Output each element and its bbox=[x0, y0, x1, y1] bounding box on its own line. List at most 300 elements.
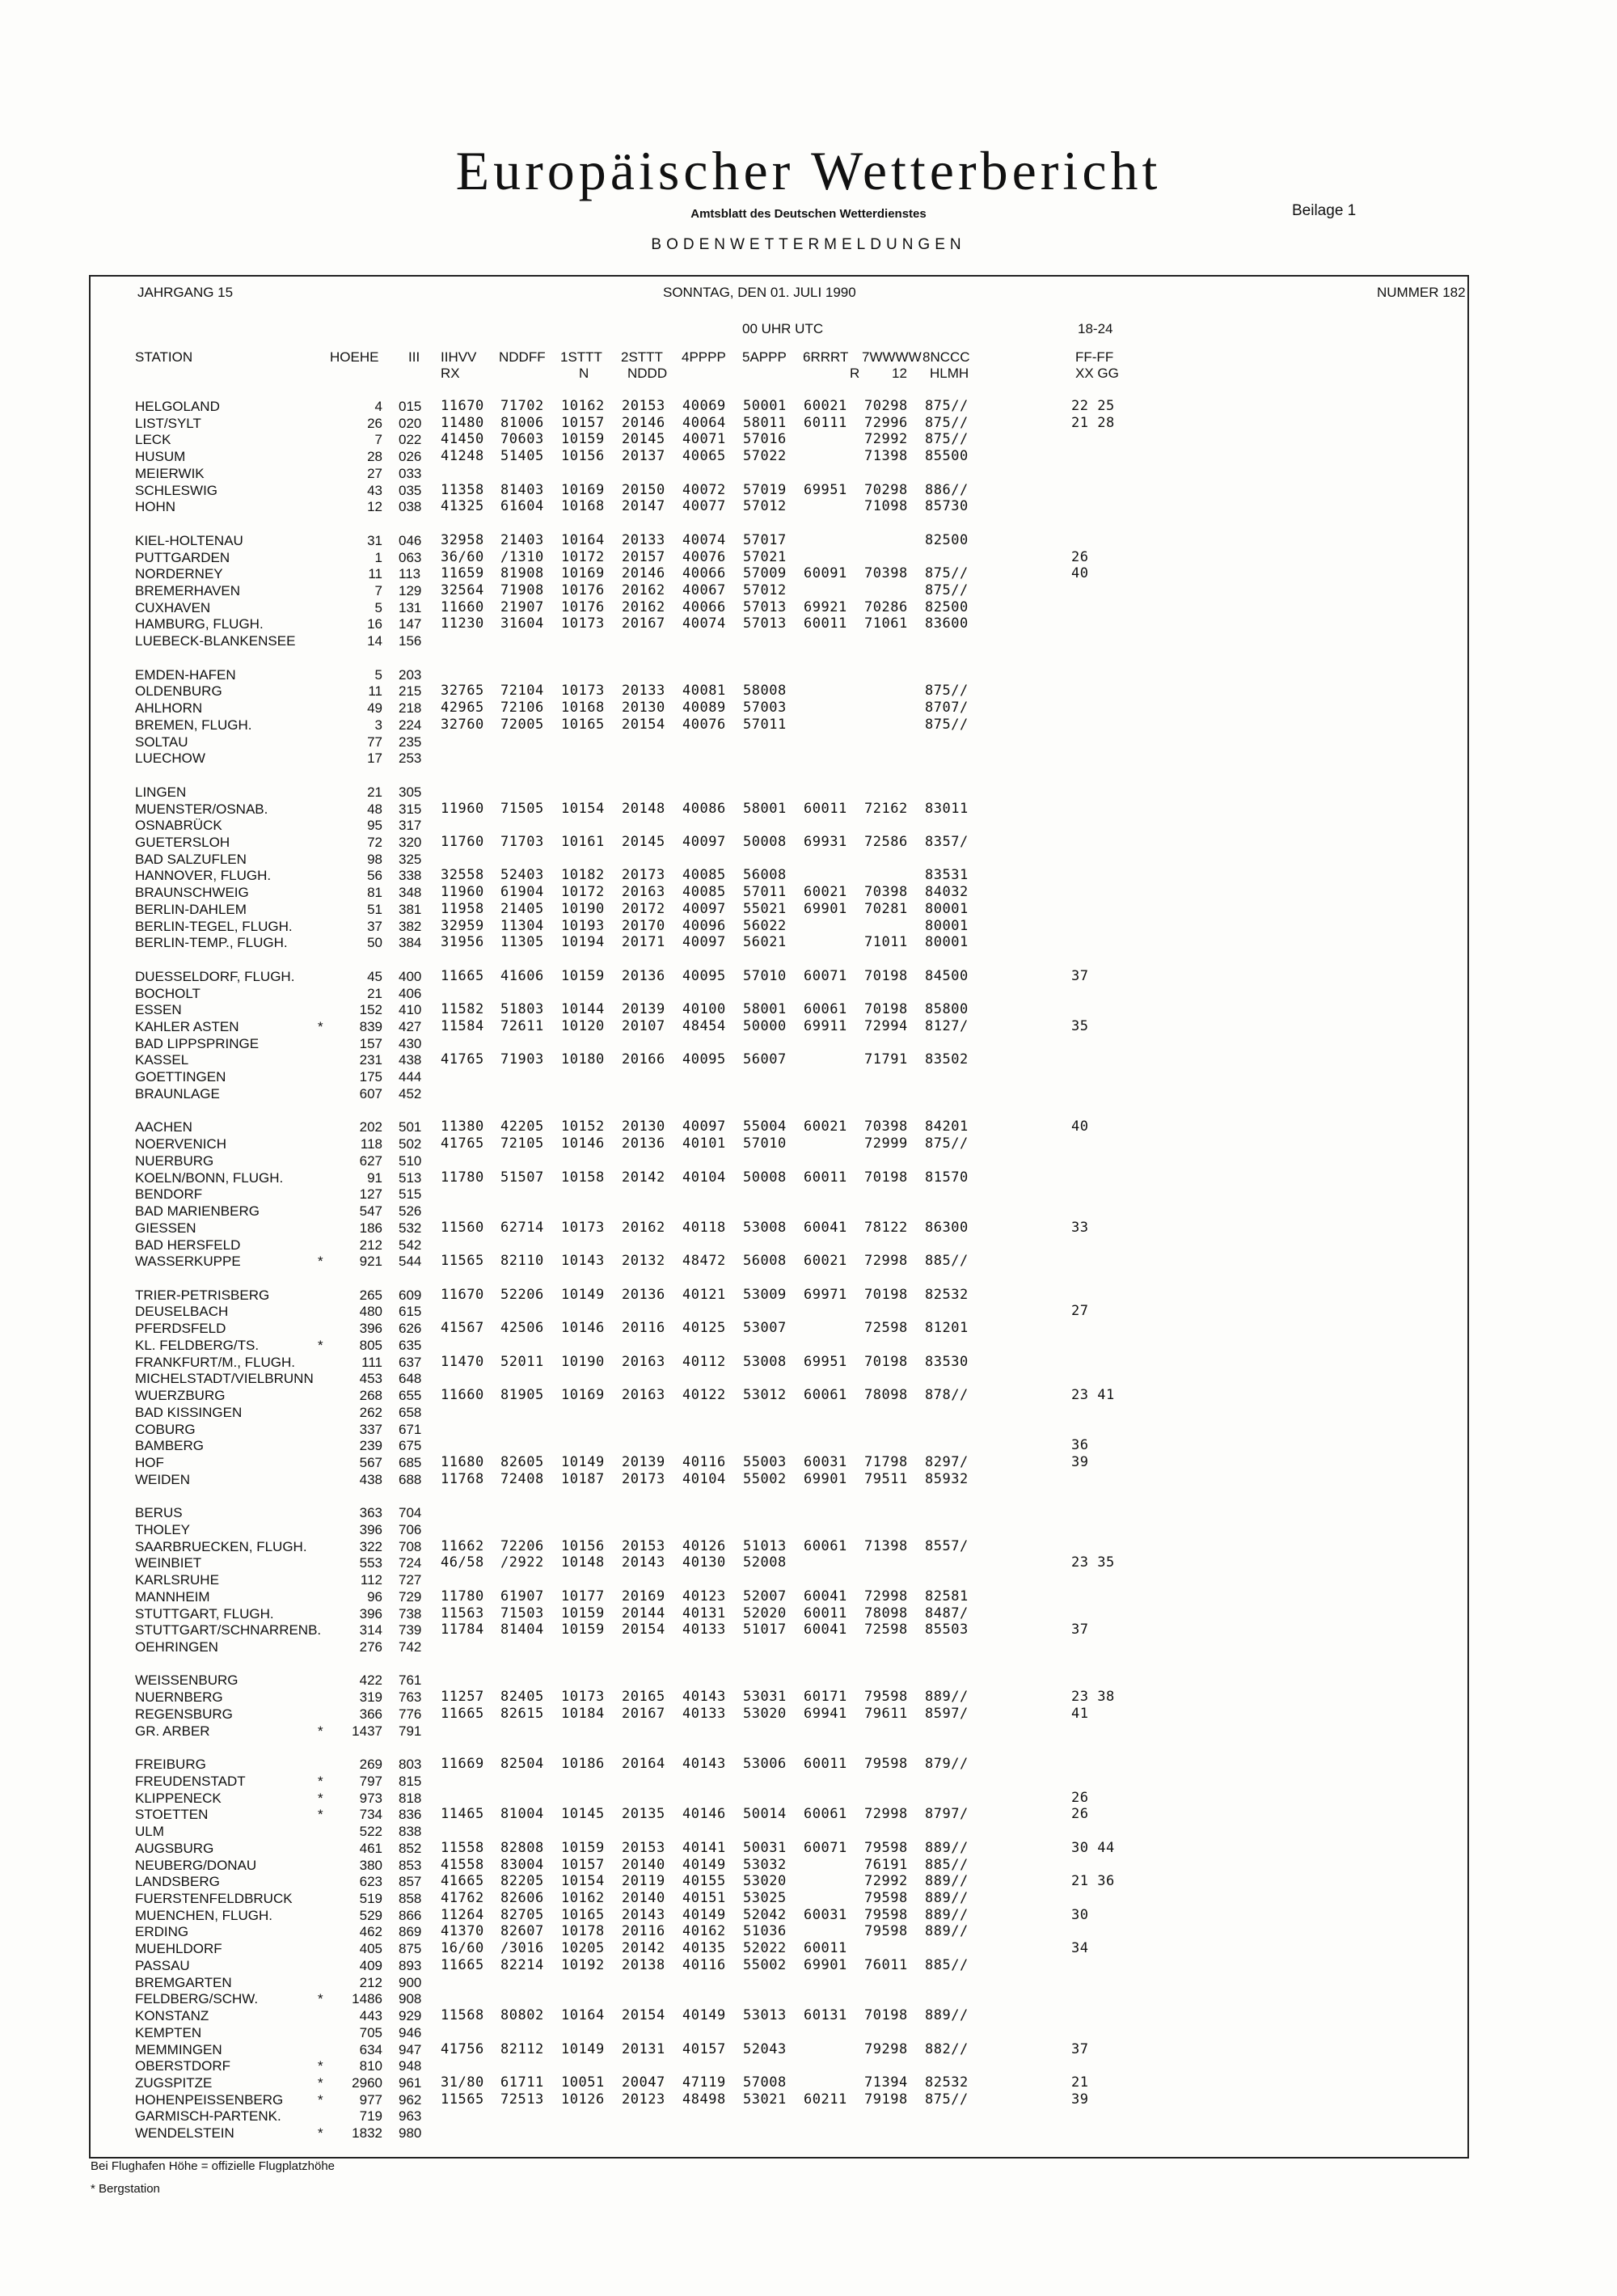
table-cell: 83600 bbox=[925, 615, 969, 632]
table-cell: 40077 bbox=[682, 498, 726, 515]
table-cell: 10159 bbox=[561, 1839, 605, 1856]
table-cell: 11470 bbox=[441, 1353, 484, 1370]
table-cell: * bbox=[318, 1807, 323, 1823]
station-name: NORDERNEY bbox=[135, 566, 223, 582]
table-cell: 40146 bbox=[682, 1806, 726, 1823]
station-name: BENDORF bbox=[135, 1186, 203, 1203]
table-cell: 738 bbox=[399, 1605, 422, 1622]
table-cell: 406 bbox=[399, 985, 422, 1001]
table-cell: 34 bbox=[1071, 1940, 1089, 1957]
table-cell: 57009 bbox=[743, 565, 787, 582]
table-cell: 70286 bbox=[864, 598, 908, 615]
table-cell: 20139 bbox=[622, 1453, 665, 1470]
table-cell: 11780 bbox=[441, 1169, 484, 1186]
table-cell: 21907 bbox=[500, 598, 544, 615]
table-row bbox=[0, 1152, 1617, 1169]
table-cell: 81404 bbox=[500, 1622, 544, 1638]
table-cell: 79598 bbox=[864, 1889, 908, 1906]
station-name: GOETTINGEN bbox=[135, 1069, 226, 1085]
table-cell: 16 bbox=[367, 616, 382, 632]
table-cell: 705 bbox=[359, 2024, 382, 2040]
table-cell: 40104 bbox=[682, 1470, 726, 1487]
table-cell: 11670 bbox=[441, 398, 484, 414]
station-name: STUTTGART, FLUGH. bbox=[135, 1605, 274, 1622]
footnote-airport: Bei Flughafen Höhe = offizielle Flugplatzhöhe bbox=[91, 2159, 336, 2173]
table-row bbox=[0, 1085, 1617, 1102]
table-cell: 127 bbox=[359, 1186, 382, 1203]
col-c8-line1: 7WWWW bbox=[862, 349, 922, 365]
table-cell: 40100 bbox=[682, 1001, 726, 1018]
table-row bbox=[0, 1354, 1617, 1371]
table-cell: 52007 bbox=[743, 1588, 787, 1605]
table-row bbox=[0, 431, 1617, 448]
table-row bbox=[0, 1622, 1617, 1638]
table-row bbox=[0, 2125, 1617, 2142]
table-cell: 72005 bbox=[500, 716, 544, 733]
table-cell: 70198 bbox=[864, 2007, 908, 2024]
table-cell: 40081 bbox=[682, 683, 726, 700]
station-name: MUENCHEN, FLUGH. bbox=[135, 1907, 273, 1923]
station-name: ZUGSPITZE bbox=[135, 2075, 213, 2091]
table-cell: 10192 bbox=[561, 1956, 605, 1973]
table-cell: 40072 bbox=[682, 481, 726, 498]
table-cell: 61711 bbox=[500, 2074, 544, 2091]
table-cell: 80001 bbox=[925, 934, 969, 951]
table-cell: 11665 bbox=[441, 1956, 484, 1973]
table-row bbox=[0, 1605, 1617, 1622]
table-cell: 8487/ bbox=[925, 1605, 969, 1622]
station-name: MEMMINGEN bbox=[135, 2041, 222, 2057]
table-cell: 10169 bbox=[561, 1387, 605, 1404]
table-cell: 51036 bbox=[743, 1923, 787, 1940]
table-cell: 11304 bbox=[500, 917, 544, 934]
table-cell: 85503 bbox=[925, 1622, 969, 1638]
table-cell: 50014 bbox=[743, 1806, 787, 1823]
table-cell: 71903 bbox=[500, 1051, 544, 1068]
table-cell: 11560 bbox=[441, 1219, 484, 1236]
table-cell: 11665 bbox=[441, 967, 484, 984]
station-name: GIESSEN bbox=[135, 1220, 196, 1236]
table-cell: 231 bbox=[359, 1052, 382, 1068]
table-cell: 11582 bbox=[441, 1001, 484, 1018]
table-cell: 20135 bbox=[622, 1806, 665, 1823]
table-cell: 41756 bbox=[441, 2040, 484, 2057]
table-cell: 69951 bbox=[804, 481, 847, 498]
station-name: WENDELSTEIN bbox=[135, 2125, 234, 2142]
table-row bbox=[0, 1051, 1617, 1068]
table-cell: 71703 bbox=[500, 833, 544, 850]
table-cell: 82504 bbox=[500, 1756, 544, 1773]
table-cell: 21 bbox=[367, 985, 382, 1001]
table-row bbox=[0, 498, 1617, 515]
table-cell: 20166 bbox=[622, 1051, 665, 1068]
table-cell: 56008 bbox=[743, 1253, 787, 1270]
table-cell: * bbox=[318, 1337, 323, 1353]
table-cell: 30 bbox=[1071, 1906, 1089, 1923]
table-row bbox=[0, 615, 1617, 632]
table-cell: 461 bbox=[359, 1840, 382, 1856]
station-name: OBERSTDORF bbox=[135, 2058, 231, 2074]
table-cell: 41248 bbox=[441, 448, 484, 465]
table-cell: 71908 bbox=[500, 582, 544, 599]
table-cell: 40 bbox=[1071, 565, 1089, 582]
station-name: BAMBERG bbox=[135, 1438, 205, 1454]
table-cell: 70198 bbox=[864, 1169, 908, 1186]
table-cell: 10178 bbox=[561, 1923, 605, 1940]
table-cell: 409 bbox=[359, 1957, 382, 1973]
table-cell: 32959 bbox=[441, 917, 484, 934]
table-cell: 10205 bbox=[561, 1940, 605, 1957]
table-cell: 510 bbox=[399, 1152, 422, 1169]
table-cell: 55021 bbox=[743, 900, 787, 917]
table-cell: 60131 bbox=[804, 2007, 847, 2024]
table-row bbox=[0, 1806, 1617, 1823]
table-row bbox=[0, 1471, 1617, 1488]
table-cell: 70603 bbox=[500, 431, 544, 448]
table-cell: 69901 bbox=[804, 1956, 847, 1973]
table-cell: 962 bbox=[399, 2091, 422, 2108]
station-name: LANDSBERG bbox=[135, 1874, 220, 1890]
table-cell: 637 bbox=[399, 1354, 422, 1370]
table-cell: 946 bbox=[399, 2024, 422, 2040]
table-cell: 852 bbox=[399, 1840, 422, 1856]
table-cell: 81905 bbox=[500, 1387, 544, 1404]
table-cell: 72105 bbox=[500, 1135, 544, 1152]
table-cell: 83530 bbox=[925, 1353, 969, 1370]
table-cell: 70398 bbox=[864, 1118, 908, 1135]
table-cell: 71011 bbox=[864, 934, 908, 951]
table-cell: 10051 bbox=[561, 2074, 605, 2091]
table-row bbox=[0, 1940, 1617, 1957]
table-cell: 889// bbox=[925, 1873, 969, 1890]
station-name: NOERVENICH bbox=[135, 1136, 227, 1152]
station-name: BRAUNLAGE bbox=[135, 1085, 220, 1101]
table-cell: 10146 bbox=[561, 1135, 605, 1152]
table-row bbox=[0, 398, 1617, 415]
table-row bbox=[0, 750, 1617, 767]
table-cell: 40076 bbox=[682, 716, 726, 733]
station-name: LECK bbox=[135, 432, 171, 448]
table-cell: 71791 bbox=[864, 1051, 908, 1068]
table-cell: 53008 bbox=[743, 1219, 787, 1236]
table-cell: 32558 bbox=[441, 867, 484, 884]
table-cell: 532 bbox=[399, 1220, 422, 1236]
table-cell: * bbox=[318, 1019, 323, 1034]
table-cell: 23 41 bbox=[1071, 1387, 1115, 1404]
table-cell: 57010 bbox=[743, 967, 787, 984]
table-cell: 20146 bbox=[622, 414, 665, 431]
table-row bbox=[0, 1890, 1617, 1907]
table-cell: 69951 bbox=[804, 1353, 847, 1370]
table-cell: 175 bbox=[359, 1069, 382, 1085]
table-cell: 72998 bbox=[864, 1806, 908, 1823]
table-cell: 462 bbox=[359, 1924, 382, 1940]
table-cell: 5 bbox=[374, 666, 382, 683]
table-cell: 276 bbox=[359, 1639, 382, 1655]
table-cell: 20162 bbox=[622, 598, 665, 615]
table-cell: 72 bbox=[367, 834, 382, 850]
table-cell: 11558 bbox=[441, 1839, 484, 1856]
table-cell: 11358 bbox=[441, 481, 484, 498]
table-cell: 947 bbox=[399, 2041, 422, 2057]
table-cell: 85932 bbox=[925, 1470, 969, 1487]
table-cell: 977 bbox=[359, 2091, 382, 2108]
table-cell: 78098 bbox=[864, 1387, 908, 1404]
table-cell: 43 bbox=[367, 482, 382, 498]
table-cell: 3 bbox=[374, 717, 382, 733]
table-cell: 11480 bbox=[441, 414, 484, 431]
station-name: CUXHAVEN bbox=[135, 599, 211, 615]
station-name: BAD SALZUFLEN bbox=[135, 851, 247, 867]
table-cell: 875// bbox=[925, 1135, 969, 1152]
station-name: AHLHORN bbox=[135, 700, 203, 717]
table-cell: 10173 bbox=[561, 615, 605, 632]
table-cell: 10177 bbox=[561, 1588, 605, 1605]
table-row bbox=[0, 1253, 1617, 1270]
table-cell: 7 bbox=[374, 432, 382, 448]
table-cell: 8707/ bbox=[925, 700, 969, 717]
table-cell: 11659 bbox=[441, 565, 484, 582]
table-cell: 20107 bbox=[622, 1018, 665, 1034]
table-row bbox=[0, 532, 1617, 549]
table-row bbox=[0, 1203, 1617, 1220]
table-cell: 98 bbox=[367, 851, 382, 867]
col-c3-line2: N bbox=[579, 366, 589, 381]
table-row bbox=[0, 1756, 1617, 1773]
table-cell: 836 bbox=[399, 1807, 422, 1823]
table-row bbox=[0, 1001, 1617, 1018]
table-cell: 729 bbox=[399, 1588, 422, 1605]
table-cell: 40155 bbox=[682, 1873, 726, 1890]
table-cell: 10168 bbox=[561, 498, 605, 515]
table-cell: 21 bbox=[367, 784, 382, 800]
table-row bbox=[0, 951, 1617, 968]
table-cell: 58008 bbox=[743, 683, 787, 700]
table-cell: 10152 bbox=[561, 1118, 605, 1135]
table-cell: 42965 bbox=[441, 700, 484, 717]
table-row bbox=[0, 1454, 1617, 1471]
report-number: NUMMER 182 bbox=[1377, 285, 1466, 300]
table-cell: 40118 bbox=[682, 1219, 726, 1236]
table-cell: 022 bbox=[399, 432, 422, 448]
table-cell: 10144 bbox=[561, 1001, 605, 1018]
table-cell: 71394 bbox=[864, 2074, 908, 2091]
table-cell: 212 bbox=[359, 1974, 382, 1990]
station-name: HELGOLAND bbox=[135, 399, 220, 414]
table-cell: 1832 bbox=[352, 2125, 382, 2142]
table-cell: 57019 bbox=[743, 481, 787, 498]
col-c8-line2: 12 bbox=[892, 366, 907, 381]
table-cell: 111 bbox=[361, 1354, 382, 1370]
table-cell: 8557/ bbox=[925, 1537, 969, 1554]
table-cell: 363 bbox=[359, 1505, 382, 1521]
col-c3-line1: 1STTT bbox=[560, 349, 602, 365]
table-cell: 11305 bbox=[500, 934, 544, 951]
table-cell: 875// bbox=[925, 683, 969, 700]
table-cell: 48498 bbox=[682, 2091, 726, 2108]
col-c5: 4PPPP bbox=[682, 349, 726, 365]
table-cell: 224 bbox=[399, 717, 422, 733]
table-cell: 147 bbox=[399, 616, 422, 632]
table-cell: 57010 bbox=[743, 1135, 787, 1152]
table-cell: 112 bbox=[360, 1572, 382, 1588]
table-cell: 322 bbox=[359, 1538, 382, 1554]
table-cell: 889// bbox=[925, 1689, 969, 1706]
table-cell: 118 bbox=[360, 1136, 382, 1152]
table-cell: 37 bbox=[1071, 2040, 1089, 2057]
table-cell: 40071 bbox=[682, 431, 726, 448]
table-cell: 129 bbox=[399, 583, 422, 599]
table-cell: 11960 bbox=[441, 800, 484, 817]
table-cell: 20123 bbox=[622, 2091, 665, 2108]
station-name: PASSAU bbox=[135, 1957, 190, 1973]
station-name: MUEHLDORF bbox=[135, 1941, 222, 1957]
table-cell: 60041 bbox=[804, 1219, 847, 1236]
table-cell: 50031 bbox=[743, 1839, 787, 1856]
table-cell: 95 bbox=[367, 818, 382, 834]
table-row bbox=[0, 901, 1617, 918]
table-cell: 427 bbox=[399, 1019, 422, 1034]
table-row bbox=[0, 767, 1617, 784]
table-cell: 60071 bbox=[804, 967, 847, 984]
table-cell: 11958 bbox=[441, 900, 484, 917]
table-cell: 60011 bbox=[804, 615, 847, 632]
table-cell: 11 bbox=[368, 566, 382, 582]
table-cell: 69901 bbox=[804, 900, 847, 917]
utc-label: 00 UHR UTC bbox=[742, 321, 824, 336]
table-cell: 4 bbox=[374, 399, 382, 414]
table-cell: 53009 bbox=[743, 1286, 787, 1303]
table-cell: 40116 bbox=[682, 1956, 726, 1973]
table-cell: 443 bbox=[359, 2008, 382, 2024]
table-cell: 20167 bbox=[622, 1705, 665, 1722]
station-name: BRAUNSCHWEIG bbox=[135, 885, 249, 901]
table-row bbox=[0, 1387, 1617, 1404]
table-cell: 131 bbox=[399, 599, 422, 615]
table-cell: 83531 bbox=[925, 867, 969, 884]
table-cell: 42506 bbox=[500, 1320, 544, 1337]
table-cell: 268 bbox=[359, 1388, 382, 1404]
table-cell: 838 bbox=[399, 1824, 422, 1840]
table-cell: 16/60 bbox=[441, 1940, 484, 1957]
table-cell: 51405 bbox=[500, 448, 544, 465]
table-cell: 815 bbox=[399, 1773, 422, 1789]
table-cell: 72104 bbox=[500, 683, 544, 700]
table-cell: 480 bbox=[359, 1304, 382, 1320]
period-label: 18-24 bbox=[1078, 321, 1113, 336]
report-date: SONNTAG, DEN 01. JULI 1990 bbox=[663, 285, 856, 300]
table-row bbox=[0, 1337, 1617, 1354]
table-cell: 60021 bbox=[804, 1118, 847, 1135]
table-cell: 79598 bbox=[864, 1839, 908, 1856]
table-row bbox=[0, 1237, 1617, 1254]
table-row bbox=[0, 784, 1617, 801]
table-cell: 71098 bbox=[864, 498, 908, 515]
table-cell: 10146 bbox=[561, 1320, 605, 1337]
table-cell: 72598 bbox=[864, 1622, 908, 1638]
table-cell: 615 bbox=[399, 1304, 422, 1320]
table-row bbox=[0, 1571, 1617, 1588]
table-cell: 20145 bbox=[622, 431, 665, 448]
table-row bbox=[0, 1521, 1617, 1538]
table-cell: 438 bbox=[399, 1052, 422, 1068]
table-cell: 53031 bbox=[743, 1689, 787, 1706]
table-cell: 55003 bbox=[743, 1453, 787, 1470]
table-cell: 215 bbox=[399, 683, 422, 700]
table-cell: 48 bbox=[367, 801, 382, 817]
station-name: LUEBECK-BLANKENSEE bbox=[135, 633, 296, 649]
table-cell: 235 bbox=[399, 734, 422, 750]
col-c10-line1: FF-FF bbox=[1075, 349, 1114, 365]
table-cell: 71503 bbox=[500, 1605, 544, 1622]
table-cell: 10149 bbox=[561, 1453, 605, 1470]
table-cell: 10159 bbox=[561, 967, 605, 984]
table-cell: 41325 bbox=[441, 498, 484, 515]
table-cell: 338 bbox=[399, 868, 422, 884]
table-cell: 26 bbox=[1071, 1806, 1089, 1823]
table-cell: 113 bbox=[399, 566, 421, 582]
table-row bbox=[0, 2074, 1617, 2091]
table-cell: 10169 bbox=[561, 481, 605, 498]
table-cell: 348 bbox=[399, 885, 422, 901]
table-cell: 875// bbox=[925, 2091, 969, 2108]
table-cell: 50008 bbox=[743, 1169, 787, 1186]
table-cell: 12 bbox=[367, 499, 382, 515]
table-cell: 10149 bbox=[561, 1286, 605, 1303]
table-row bbox=[0, 734, 1617, 751]
table-cell: /3016 bbox=[500, 1940, 544, 1957]
table-cell: 8357/ bbox=[925, 833, 969, 850]
table-cell: 40066 bbox=[682, 598, 726, 615]
table-row bbox=[0, 683, 1617, 700]
table-cell: 40162 bbox=[682, 1923, 726, 1940]
table-cell: 11960 bbox=[441, 884, 484, 901]
table-cell: 72206 bbox=[500, 1537, 544, 1554]
table-cell: 10165 bbox=[561, 1906, 605, 1923]
table-cell: 52206 bbox=[500, 1286, 544, 1303]
table-cell: 40085 bbox=[682, 867, 726, 884]
table-cell: 41606 bbox=[500, 967, 544, 984]
table-cell: 719 bbox=[359, 2108, 382, 2125]
table-cell: 26 bbox=[367, 415, 382, 431]
station-name: SOLTAU bbox=[135, 734, 188, 750]
table-cell: 70198 bbox=[864, 967, 908, 984]
table-cell: 40149 bbox=[682, 1856, 726, 1873]
table-cell: 10176 bbox=[561, 598, 605, 615]
table-cell: 10164 bbox=[561, 2007, 605, 2024]
table-cell: 20162 bbox=[622, 1219, 665, 1236]
table-cell: 11230 bbox=[441, 615, 484, 632]
table-cell: 79598 bbox=[864, 1906, 908, 1923]
table-cell: 20147 bbox=[622, 498, 665, 515]
table-cell: 20139 bbox=[622, 1001, 665, 1018]
table-cell: 31/80 bbox=[441, 2074, 484, 2091]
table-cell: 948 bbox=[399, 2058, 422, 2074]
table-cell: 21 28 bbox=[1071, 414, 1115, 431]
col-c4-line2: NDDD bbox=[627, 366, 668, 381]
col-c7-line1: 6RRRT bbox=[803, 349, 849, 365]
table-cell: 36/60 bbox=[441, 548, 484, 565]
station-name: SCHLESWIG bbox=[135, 482, 218, 498]
table-cell: 82112 bbox=[500, 2040, 544, 2057]
table-cell: 46/58 bbox=[441, 1554, 484, 1571]
table-cell: 20142 bbox=[622, 1940, 665, 1957]
table-cell: 27 bbox=[367, 465, 382, 481]
table-cell: 40149 bbox=[682, 2007, 726, 2024]
table-cell: 325 bbox=[399, 851, 422, 867]
table-cell: 81 bbox=[367, 885, 382, 901]
table-cell: 41665 bbox=[441, 1873, 484, 1890]
